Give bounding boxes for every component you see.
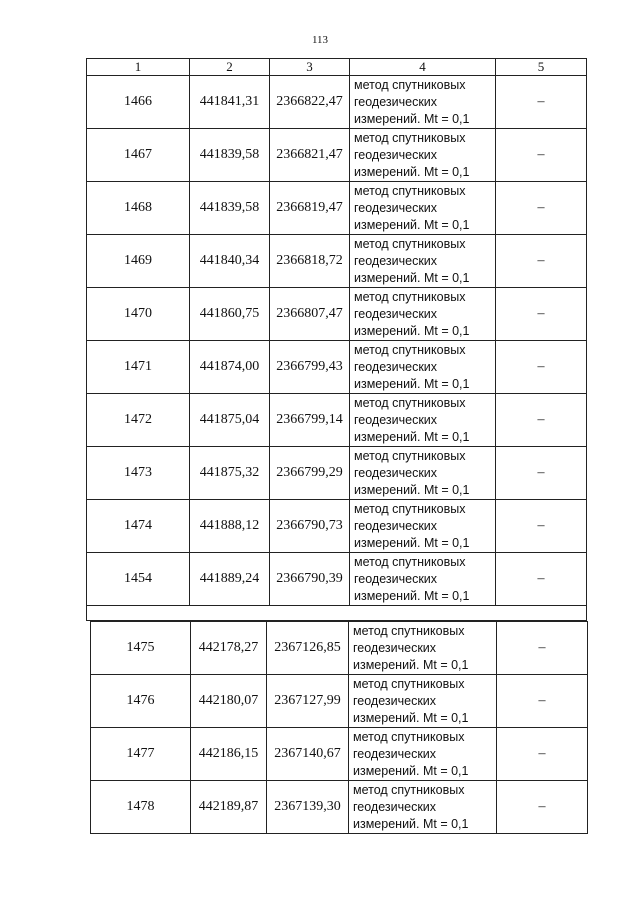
point-number-cell: 1477 [91,728,191,781]
table-row [87,76,587,129]
method-cell [350,394,496,447]
method-line: геодезических [354,147,438,162]
method-line: измерений. Mt = 0,1 [353,763,469,778]
note-cell: – [496,341,587,394]
note-cell: – [497,728,588,781]
note-cell: – [496,235,587,288]
method-line: измерений. Mt = 0,1 [354,429,470,444]
method-line: метод спутниковых [354,448,466,463]
method-line: метод спутниковых [354,554,466,569]
method-line: метод спутниковых [353,623,465,638]
note-cell: – [496,394,587,447]
method-line: метод спутниковых [354,289,466,304]
x-coordinate-cell: 441839,58 [190,182,270,235]
note-cell: – [496,553,587,606]
method-line: измерений. Mt = 0,1 [354,111,470,126]
table-row [91,728,588,781]
method-line: измерений. Mt = 0,1 [354,588,470,603]
header-cell-2: 2 [190,59,270,76]
table-row [87,447,587,500]
table-row [87,553,587,606]
y-coordinate-cell: 2366799,29 [270,447,350,500]
method-line: измерений. Mt = 0,1 [354,164,470,179]
point-number-cell: 1471 [87,341,190,394]
x-coordinate-cell: 441874,00 [190,341,270,394]
method-cell [349,728,497,781]
table-row [87,500,587,553]
table-row [91,675,588,728]
method-cell [350,288,496,341]
y-coordinate-cell: 2367139,30 [267,781,349,834]
y-coordinate-cell: 2366799,43 [270,341,350,394]
method-cell [350,500,496,553]
note-cell: – [496,288,587,341]
note-cell: – [497,622,588,675]
method-cell [350,553,496,606]
method-cell [350,76,496,129]
table-row [87,235,587,288]
method-line: геодезических [354,412,438,427]
method-cell [350,182,496,235]
x-coordinate-cell: 442178,27 [191,622,267,675]
coordinates-table [86,58,587,621]
method-line: измерений. Mt = 0,1 [354,535,470,550]
method-line: метод спутниковых [354,501,466,516]
x-coordinate-cell: 442189,87 [191,781,267,834]
x-coordinate-cell: 442180,07 [191,675,267,728]
y-coordinate-cell: 2366790,73 [270,500,350,553]
table-header-row [87,59,587,76]
method-cell [349,675,497,728]
page-number: 113 [311,34,329,46]
point-number-cell: 1474 [87,500,190,553]
point-number-cell: 1476 [91,675,191,728]
method-line: геодезических [354,200,438,215]
table-row [87,288,587,341]
x-coordinate-cell: 441860,75 [190,288,270,341]
y-coordinate-cell: 2366819,47 [270,182,350,235]
y-coordinate-cell: 2366822,47 [270,76,350,129]
note-cell: – [496,76,587,129]
method-line: метод спутниковых [353,782,465,797]
point-number-cell: 1470 [87,288,190,341]
x-coordinate-cell: 441840,34 [190,235,270,288]
method-cell [349,622,497,675]
point-number-cell: 1473 [87,447,190,500]
method-line: измерений. Mt = 0,1 [354,323,470,338]
header-cell-3: 3 [270,59,350,76]
note-cell: – [496,447,587,500]
table-row [87,182,587,235]
note-cell: – [496,500,587,553]
method-line: измерений. Mt = 0,1 [354,482,470,497]
method-line: геодезических [353,746,437,761]
method-line: измерений. Mt = 0,1 [353,657,469,672]
method-line: метод спутниковых [354,342,466,357]
point-number-cell: 1466 [87,76,190,129]
method-line: измерений. Mt = 0,1 [353,816,469,831]
y-coordinate-cell: 2366821,47 [270,129,350,182]
method-line: геодезических [353,640,437,655]
point-number-cell: 1475 [91,622,191,675]
method-cell [350,235,496,288]
y-coordinate-cell: 2366799,14 [270,394,350,447]
method-line: измерений. Mt = 0,1 [354,376,470,391]
x-coordinate-cell: 441841,31 [190,76,270,129]
x-coordinate-cell: 441889,24 [190,553,270,606]
y-coordinate-cell: 2366807,47 [270,288,350,341]
point-number-cell: 1454 [87,553,190,606]
method-line: геодезических [353,693,437,708]
method-line: метод спутниковых [354,183,466,198]
method-line: геодезических [354,518,438,533]
method-line: измерений. Mt = 0,1 [354,270,470,285]
method-line: измерений. Mt = 0,1 [353,710,469,725]
method-line: геодезических [354,571,438,586]
point-number-cell: 1468 [87,182,190,235]
note-cell: – [497,675,588,728]
method-line: геодезических [354,465,438,480]
table-row [87,394,587,447]
x-coordinate-cell: 441875,32 [190,447,270,500]
note-cell: – [497,781,588,834]
method-line: геодезических [354,253,438,268]
method-line: метод спутниковых [354,236,466,251]
table-row [87,341,587,394]
table-gap-row [87,606,587,621]
method-line: метод спутниковых [353,729,465,744]
method-line: геодезических [354,306,438,321]
method-line: геодезических [354,359,438,374]
gap-cell [87,606,587,621]
header-cell-4: 4 [350,59,496,76]
x-coordinate-cell: 441888,12 [190,500,270,553]
method-line: геодезических [354,94,438,109]
method-line: метод спутниковых [354,77,466,92]
method-line: геодезических [353,799,437,814]
y-coordinate-cell: 2366818,72 [270,235,350,288]
method-cell [350,447,496,500]
note-cell: – [496,129,587,182]
point-number-cell: 1467 [87,129,190,182]
point-number-cell: 1472 [87,394,190,447]
y-coordinate-cell: 2367140,67 [267,728,349,781]
note-cell: – [496,182,587,235]
method-cell [350,129,496,182]
method-line: метод спутниковых [354,130,466,145]
header-cell-1: 1 [87,59,190,76]
x-coordinate-cell: 441875,04 [190,394,270,447]
y-coordinate-cell: 2367127,99 [267,675,349,728]
method-line: измерений. Mt = 0,1 [354,217,470,232]
table-row [87,129,587,182]
table-row [91,622,588,675]
point-number-cell: 1478 [91,781,191,834]
x-coordinate-cell: 442186,15 [191,728,267,781]
y-coordinate-cell: 2366790,39 [270,553,350,606]
coordinates-table-continued [90,621,588,834]
point-number-cell: 1469 [87,235,190,288]
x-coordinate-cell: 441839,58 [190,129,270,182]
method-cell [350,341,496,394]
header-cell-5: 5 [496,59,587,76]
y-coordinate-cell: 2367126,85 [267,622,349,675]
method-line: метод спутниковых [353,676,465,691]
method-cell [349,781,497,834]
table-row [91,781,588,834]
method-line: метод спутниковых [354,395,466,410]
